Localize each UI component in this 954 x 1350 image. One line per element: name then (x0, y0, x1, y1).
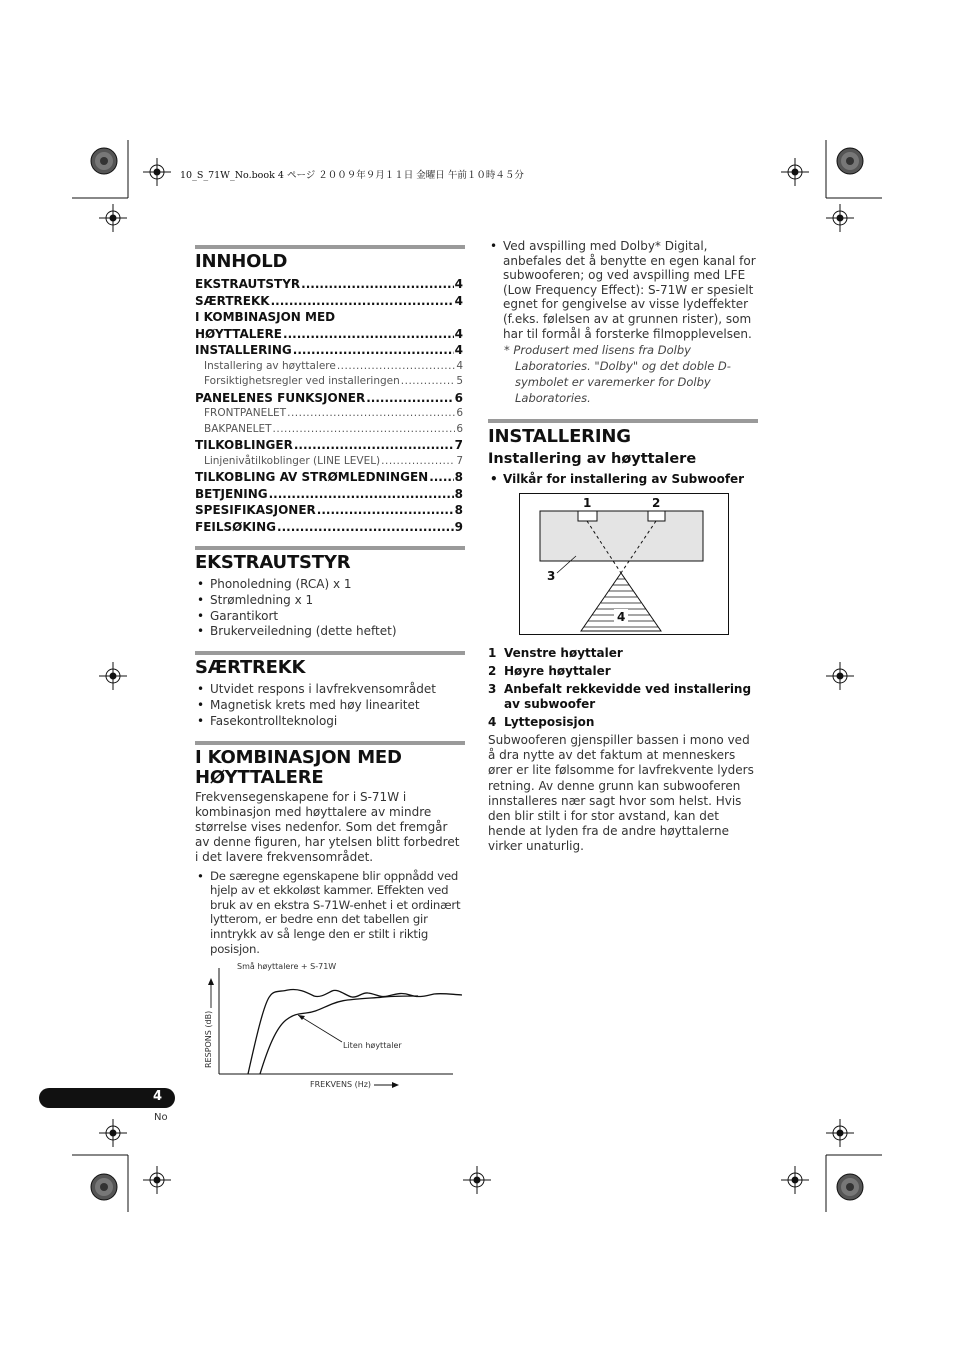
list-item: • Fasekontrollteknologi (195, 714, 465, 730)
y-axis-label: RESPONS (dB) (204, 1010, 213, 1068)
legend-text: Anbefalt rekkevidde ved installering av subwoofer (504, 682, 752, 711)
table-of-contents (195, 276, 463, 535)
toc-label: PANELENES FUNKSJONER (195, 390, 366, 405)
y-arrow-head (208, 978, 214, 985)
toc-subentry[interactable] (195, 454, 463, 470)
toc-label: SÆRTREKK (195, 293, 270, 308)
diagram-label-2: 2 (652, 496, 661, 510)
toc-entry[interactable] (195, 293, 463, 310)
x-axis-label: FREKVENS (Hz) (310, 1080, 372, 1089)
kombinasjon-intro: Frekvensegenskapene for i S-71W i kombinasjon med høyttalere av mindre størrelse vises nedenfor. Som det fremgår av denne figuren, har ytelsen blitt forbedret i det lavere frekvensområdet. (195, 789, 460, 865)
page-number: 4 (153, 1089, 163, 1104)
toc-label: Installering av høyttalere (204, 359, 336, 372)
toc-page-number: 7 (454, 438, 463, 452)
features-list (195, 682, 465, 729)
installation-legend (488, 646, 760, 855)
section-divider (195, 741, 465, 745)
list-item: • Phonoledning (RCA) x 1 (195, 577, 465, 593)
toc-entry[interactable] (195, 486, 463, 503)
toc-leader-dots (301, 276, 453, 293)
toc-subentry[interactable] (195, 422, 463, 438)
toc-entry[interactable]: I KOMBINASJON MED (195, 310, 336, 324)
toc-page-number: 4 (454, 326, 463, 341)
toc-leader-dots (293, 342, 454, 359)
legend-number: 4 (488, 715, 497, 729)
heading-line: I KOMBINASJON MED (195, 746, 402, 768)
toc-leader-dots (401, 374, 456, 390)
ekstrautstyr-heading: EKSTRAUTSTYR (195, 552, 351, 573)
installering-subtitle: Installering av høyttalere (488, 451, 697, 468)
arrow-head (298, 1015, 305, 1020)
legend-text: Høyre høyttaler (504, 664, 611, 678)
list-item: • Magnetisk krets med høy linearitet (195, 698, 465, 714)
installering-heading: INSTALLERING (488, 426, 631, 448)
toc-label: Forsiktighetsregler ved installeringen (204, 375, 400, 387)
toc-page-number: 8 (454, 486, 463, 501)
toc-leader-dots (287, 406, 455, 422)
toc-label: SPESIFIKASJONER (195, 503, 316, 517)
legend-number: 3 (488, 682, 497, 696)
section-divider (195, 245, 465, 249)
toc-page-number: 8 (454, 503, 463, 517)
condition-bullets (488, 472, 758, 488)
combined-response-curve (248, 989, 462, 1074)
toc-subentry[interactable] (195, 374, 463, 390)
diagram-label-4: 4 (617, 610, 626, 624)
left-column (195, 245, 465, 956)
legend-item (488, 682, 760, 712)
range-area (540, 511, 703, 561)
toc-leader-dots (269, 486, 454, 503)
kombinasjon-bullets (195, 869, 465, 957)
right-column (488, 239, 758, 488)
toc-label: INSTALLERING (195, 343, 292, 357)
toc-page-number: 6 (456, 422, 463, 435)
toc-page-number: 4 (456, 359, 463, 372)
toc-label: HØYTTALERE (195, 326, 283, 341)
list-item: • Ved avspilling med Dolby* Digital, anbefales det å benytte en egen kanal for subwooferen; og ved avspilling med LFE (Low Frequency Effect): S-71W er spesielt egnet for gengivelse av visse lydeffekter (f.eks. følelsen av at grunnen rister), som har til formål å forsterke filmopplevelsen. (488, 239, 758, 341)
language-code: No (154, 1112, 168, 1123)
toc-page-number: 4 (454, 277, 463, 291)
toc-entry[interactable] (195, 519, 463, 536)
toc-title: INNHOLD (195, 251, 288, 272)
toc-leader-dots (317, 502, 454, 519)
toc-page-number: 7 (456, 454, 463, 467)
toc-leader-dots (366, 390, 453, 407)
accessories-list (195, 577, 465, 640)
toc-entry[interactable] (195, 276, 463, 293)
small-speaker-curve (260, 996, 418, 1074)
toc-label: BETJENING (195, 486, 268, 501)
toc-label: FEILSØKING (195, 519, 277, 534)
list-item: • Brukerveiledning (dette heftet) (195, 624, 465, 640)
toc-label: EKSTRAUTSTYR (195, 277, 301, 291)
toc-entry[interactable] (195, 469, 463, 486)
toc-entry[interactable] (195, 326, 463, 343)
toc-leader-dots (294, 437, 454, 454)
x-arrow-head (392, 1082, 399, 1088)
list-item: • De særegne egenskapene blir oppnådd ved hjelp av et ekkoløst kammer. Effekten ved bruk av en ekstra S-71W-enhet i et ordinært lytterom, er bedre enn det tabellen gir inntrykk av så lenge den er stilt i riktig posisjon. (195, 869, 465, 957)
section-divider (195, 546, 465, 550)
toc-page-number: 6 (456, 407, 463, 419)
toc-entry[interactable] (195, 342, 463, 359)
legend-text: Venstre høyttaler (504, 646, 623, 660)
right-speaker-icon (648, 511, 665, 521)
toc-leader-dots (283, 326, 454, 343)
installering-body: Subwooferen gjenspiller bassen i mono ved å dra nytte av det faktum at menneskers ører er lite følsomme for lavfrekvente lyders retning. Av denne grunn kan subwooferen innstalleres nær sagt hvor som helst. Hvis den blir stilt i for stor avstand, kan det hende at lyden fra de andre høyttalerne virker unaturlig. (488, 733, 754, 854)
heading-line: HØYTTALERE (195, 766, 324, 788)
legend-text: Lytteposisjon (504, 715, 595, 729)
legend-item (488, 715, 760, 730)
curve-label: Liten høyttaler (343, 1041, 402, 1050)
dolby-footnote: * Produsert med lisens fra Dolby Laboratories. "Dolby" og det doble D-symbolet er varemerker for Dolby Laboratories. (504, 343, 731, 406)
kombinasjon-heading (195, 748, 465, 788)
frequency-response-graph (198, 958, 468, 1093)
book-header-line: 10_S_71W_No.book 4 ページ ２００９年９月１１日 金曜日 午前１０時４５分 (180, 170, 524, 181)
toc-subentry[interactable] (195, 406, 463, 422)
legend-item (488, 664, 760, 679)
toc-entry[interactable] (195, 390, 463, 407)
list-item: • Garantikort (195, 609, 465, 625)
callout-line (298, 1015, 342, 1042)
dolby-bullets (488, 239, 758, 341)
toc-page-number: 4 (454, 343, 463, 357)
legend-number: 2 (488, 664, 497, 678)
graph-top-label: Små høyttalere + S-71W (237, 962, 337, 971)
saertrekk-heading: SÆRTREKK (195, 657, 306, 679)
section-divider (488, 419, 758, 423)
toc-page-number: 4 (454, 293, 463, 308)
toc-leader-dots (381, 454, 455, 470)
section-divider (195, 651, 465, 655)
toc-page-number: 6 (454, 390, 463, 405)
toc-label: Linjenivåtilkoblinger (LINE LEVEL) (204, 454, 381, 467)
toc-entry[interactable] (195, 437, 463, 454)
toc-page-number: 9 (454, 519, 463, 534)
toc-page-number: 5 (456, 375, 463, 387)
toc-label: FRONTPANELET (204, 407, 287, 419)
list-item: • Utvidet respons i lavfrekvensområdet (195, 682, 465, 698)
toc-label: BAKPANELET (204, 422, 272, 435)
left-speaker-icon (578, 511, 597, 521)
legend-number: 1 (488, 646, 497, 660)
toc-entry[interactable] (195, 502, 463, 519)
toc-leader-dots (337, 359, 455, 375)
toc-leader-dots (277, 519, 454, 536)
diagram-label-3: 3 (547, 569, 556, 583)
legend-item (488, 646, 760, 661)
diagram-label-1: 1 (583, 496, 592, 510)
toc-subentry[interactable] (195, 359, 463, 375)
list-item: • Strømledning x 1 (195, 593, 465, 609)
toc-label: TILKOBLING AV STRØMLEDNINGEN (195, 470, 429, 484)
installation-diagram (519, 493, 729, 636)
toc-label: TILKOBLINGER (195, 438, 293, 452)
toc-leader-dots (271, 293, 454, 310)
toc-leader-dots (429, 469, 453, 486)
toc-page-number: 8 (454, 470, 463, 484)
list-item: • Vilkår for installering av Subwoofer (488, 472, 758, 488)
toc-leader-dots (273, 422, 456, 438)
